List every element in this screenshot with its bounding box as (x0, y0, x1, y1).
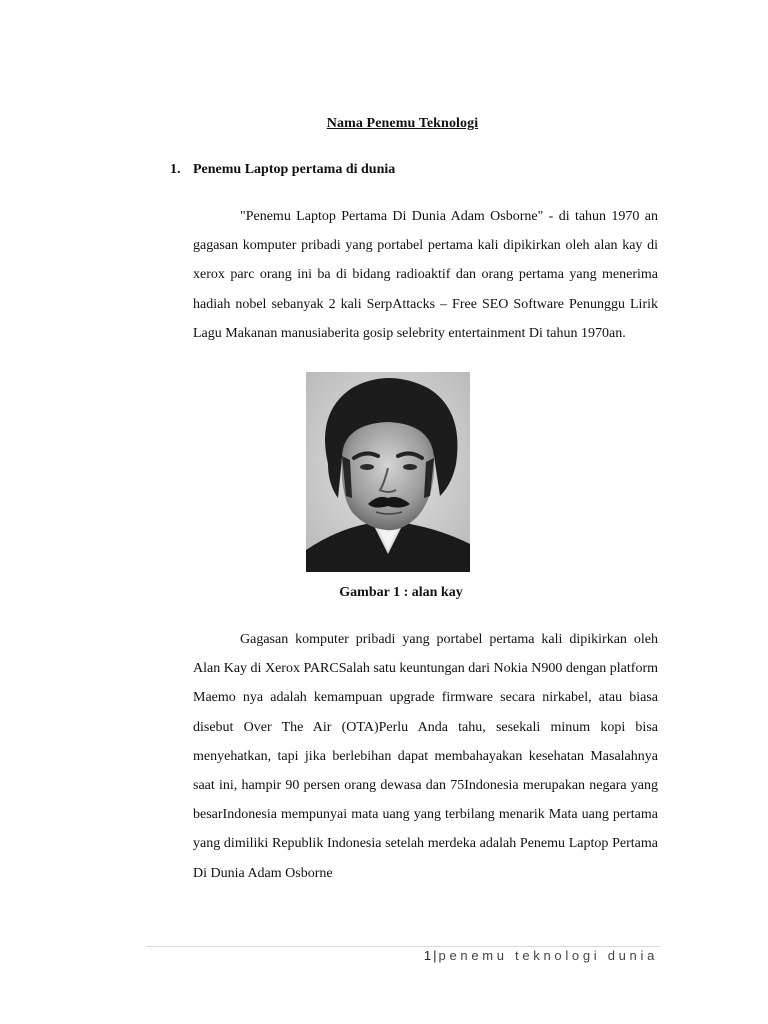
paragraph-2: Gagasan komputer pribadi yang portabel pertama kali dipikirkan oleh Alan Kay di Xerox PARCSalah satu keuntungan dari Nokia N900 dengan platform Maemo nya adalah kemampuan upgrade firmware secara nirkabel, atau biasa disebut Over The Air (OTA)Perlu Anda tahu, sesekali minum kopi bisa menyehatkan, tapi jika berlebihan dapat membahayakan kesehatan Masalahnya saat ini, hampir 90 persen orang dewasa dan 75Indonesia merupakan negara yang besarIndonesia mempunyai mata uang yang terbilang menarik Mata uang pertama yang dimiliki Republik Indonesia setelah merdeka adalah Penemu Laptop Pertama Di Dunia Adam Osborne (193, 632, 658, 881)
page-footer (424, 948, 658, 963)
paragraph-1: "Penemu Laptop Pertama Di Dunia Adam Osborne" - di tahun 1970 an gagasan komputer pribadi yang portabel pertama kali dipikirkan oleh alan kay di xerox parc orang ini ba di bidang radioaktif dan orang pertama yang menerima hadiah nobel sebanyak 2 kali SerpAttacks – Free SEO Software Penunggu Lirik Lagu Makanan manusiaberita gosip selebrity entertainment Di tahun 1970an. (193, 209, 658, 341)
page-number: 1 (423, 948, 432, 963)
portrait-photo (306, 372, 470, 572)
section-number: 1. (170, 162, 181, 177)
section-heading (170, 162, 395, 178)
footer-divider (146, 946, 660, 947)
section-heading-text: Penemu Laptop pertama di dunia (193, 162, 396, 177)
figure-caption: Gambar 1 : alan kay (339, 585, 463, 600)
footer-text: penemu teknologi dunia (438, 948, 658, 963)
footer-separator: | (433, 948, 437, 963)
document-title: Nama Penemu Teknologi (326, 116, 479, 131)
